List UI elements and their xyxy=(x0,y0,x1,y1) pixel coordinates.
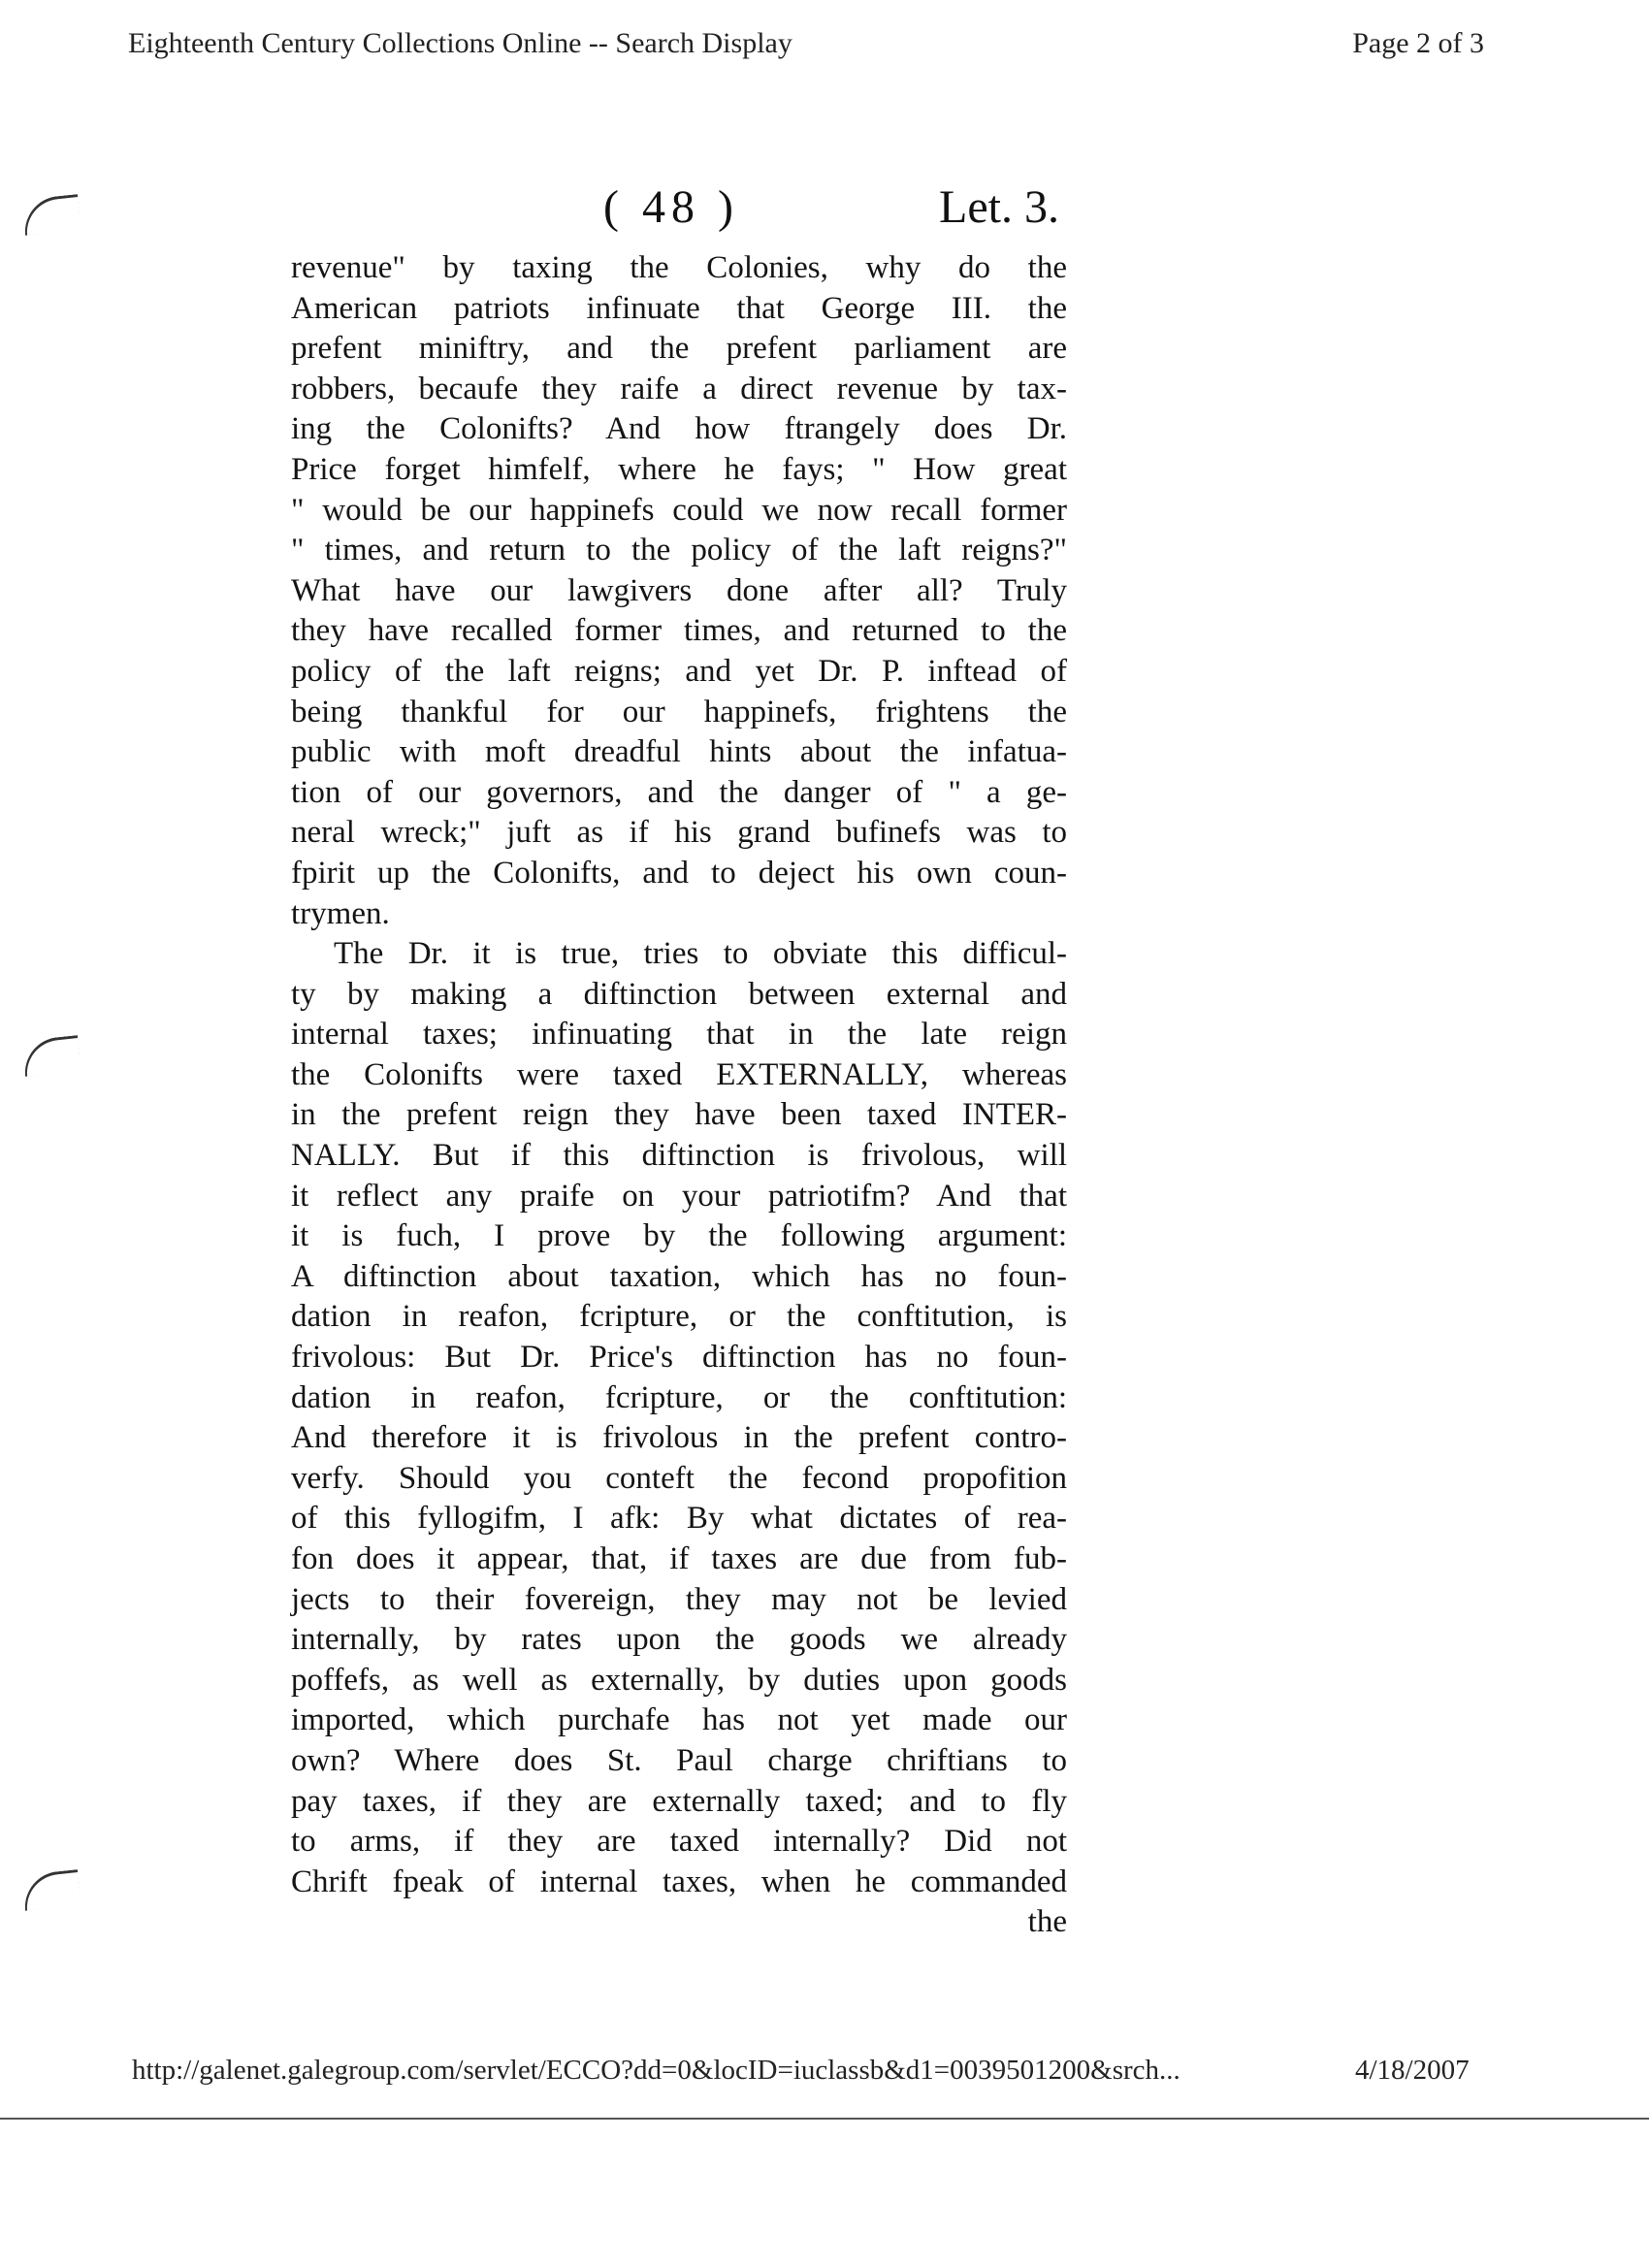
text-line: internally, by rates upon the goods we already xyxy=(291,1622,1067,1658)
text-line: What have our lawgivers done after all? Truly xyxy=(291,572,1067,608)
text-line: " would be our happinefs could we now recall former xyxy=(291,492,1067,528)
text-line: poffefs, as well as externally, by duties upon goods xyxy=(291,1662,1067,1698)
text-line: policy of the laft reigns; and yet Dr. P. inftead of xyxy=(291,653,1067,689)
text-line: fpirit up the Colonifts, and to deject his own coun- xyxy=(291,855,1067,891)
text-line: verfy. Should you conteft the fecond propofition xyxy=(291,1460,1067,1496)
page-indicator: Page 2 of 3 xyxy=(1352,27,1484,59)
text-line: Price forget himfelf, where he fays; " How great xyxy=(291,451,1067,487)
text-line: being thankful for our happinefs, frightens the xyxy=(291,694,1067,729)
text-line: imported, which purchafe has not yet made our xyxy=(291,1702,1067,1738)
text-line: neral wreck;" juft as if his grand bufinefs was to xyxy=(291,815,1067,851)
text-line: it reflect any praife on your patriotifm? And that xyxy=(291,1178,1067,1214)
text-line: NALLY. But if this diftinction is frivolous, will xyxy=(291,1138,1067,1174)
text-line: frivolous: But Dr. Price's diftinction has no foun- xyxy=(291,1340,1067,1376)
divider xyxy=(0,2118,1649,2120)
punch-hole-mark xyxy=(21,1035,81,1077)
text-line: And therefore it is frivolous in the prefent contro- xyxy=(291,1420,1067,1456)
text-line: of this fyllogifm, I afk: By what dictates of rea- xyxy=(291,1501,1067,1537)
text-line: it is fuch, I prove by the following argument: xyxy=(291,1218,1067,1254)
header-title: Eighteenth Century Collections Online -- Search Display xyxy=(128,27,792,59)
text-line: dation in reafon, fcripture, or the conftitution, is xyxy=(291,1299,1067,1335)
letter-number: Let. 3. xyxy=(939,181,1059,233)
text-line: revenue" by taxing the Colonies, why do the xyxy=(291,250,1067,285)
page-number: ( 48 ) xyxy=(603,181,739,233)
text-line: American patriots infinuate that George III. the xyxy=(291,290,1067,326)
text-line: ty by making a diftinction between external and xyxy=(291,976,1067,1012)
text-line: public with moft dreadful hints about the infatua- xyxy=(291,734,1067,770)
text-line: A diftinction about taxation, which has no foun- xyxy=(291,1258,1067,1294)
text-line: tion of our governors, and the danger of " a ge- xyxy=(291,774,1067,810)
punch-hole-mark xyxy=(21,1869,81,1911)
text-line: robbers, becaufe they raife a direct revenue by tax- xyxy=(291,371,1067,406)
text-line: internal taxes; infinuating that in the late reign xyxy=(291,1017,1067,1053)
text-line: own? Where does St. Paul charge chriftians to xyxy=(291,1742,1067,1778)
source-url[interactable]: http://galenet.galegroup.com/servlet/ECCO?dd=0&locID=iuclassb&d1=0039501200&srch... xyxy=(132,2055,1180,2086)
text-line: The Dr. it is true, tries to obviate this difficul- xyxy=(334,936,1067,972)
text-line: dation in reafon, fcripture, or the conftitution: xyxy=(291,1379,1067,1415)
page-text xyxy=(291,248,1067,1943)
text-line: prefent miniftry, and the prefent parliament are xyxy=(291,331,1067,367)
text-line: to arms, if they are taxed internally? Did not xyxy=(291,1824,1067,1860)
text-line: Chrift fpeak of internal taxes, when he commanded xyxy=(291,1863,1067,1899)
catchword: the xyxy=(1027,1904,1067,1940)
text-line: they have recalled former times, and returned to the xyxy=(291,613,1067,649)
text-line: ing the Colonifts? And how ftrangely does Dr. xyxy=(291,411,1067,447)
text-line: trymen. xyxy=(291,895,390,931)
text-line: the Colonifts were taxed EXTERNALLY, whereas xyxy=(291,1056,1067,1092)
text-line: in the prefent reign they have been taxed INTER- xyxy=(291,1097,1067,1133)
print-date: 4/18/2007 xyxy=(1355,2055,1470,2086)
text-line: " times, and return to the policy of the laft reigns?" xyxy=(291,533,1067,568)
text-line: fon does it appear, that, if taxes are due from fub- xyxy=(291,1541,1067,1576)
punch-hole-mark xyxy=(21,194,81,236)
text-line: jects to their fovereign, they may not be levied xyxy=(291,1581,1067,1617)
text-line: pay taxes, if they are externally taxed; and to fly xyxy=(291,1783,1067,1819)
